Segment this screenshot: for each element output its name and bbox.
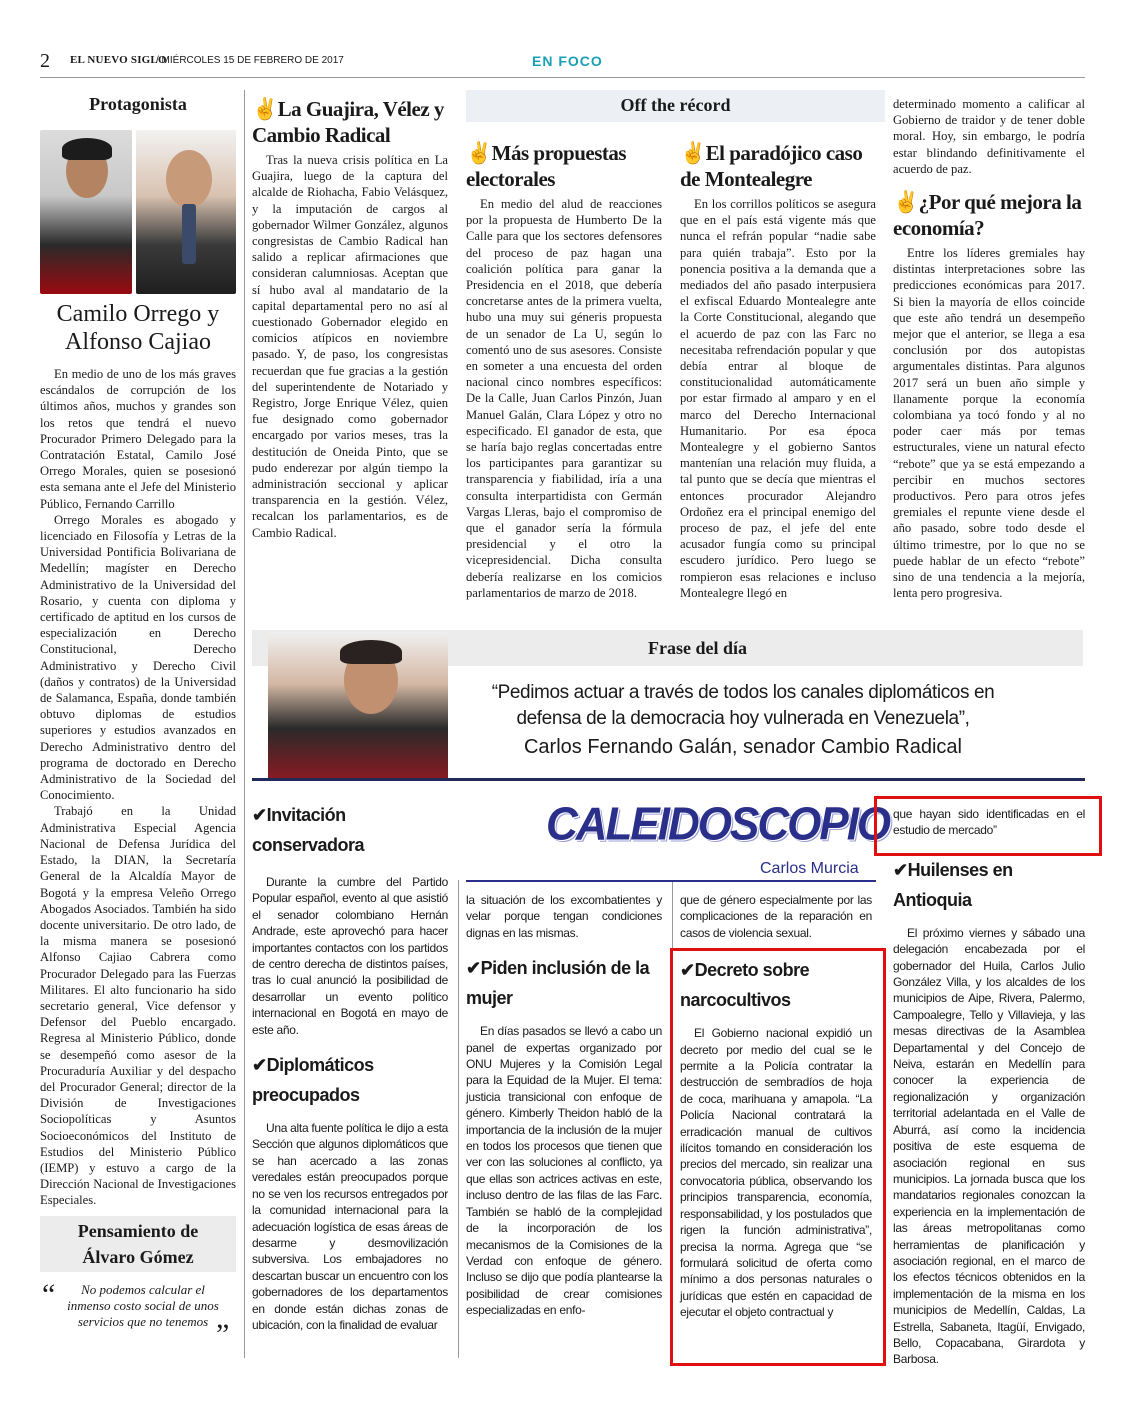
headline-text: Huilenses en Antioquia	[893, 859, 1013, 910]
protagonista-label: Protagonista	[89, 94, 187, 114]
check-mark-icon: ✔	[893, 859, 908, 880]
article-paragraph: Entre los líderes gremiales hay distintas interpretaciones sobre las predicciones económicas para 2017. Si bien la mayoría de ellos coincide que este año tendrá un desempeño mejor que el anterior, se llega a esa conclusión por dos autopistas argumentales distintas. Para algunos 2017 será un buen año simple y llanamente porque la economía colombiana ya tocó fondo y al no poder caer más por temas estructurales, viene un natural efecto “rebote” que ya se está empezando a percibir en muchos sectores productivos. Pero para otros jefes gremiales el repunte viene desde el año pasado, sobre todo desde el último trimestre, por lo que no se puede hablar de un efecto “rebote” sino de una tendencia a la mejoría, lenta pero progresiva.	[893, 246, 1085, 601]
highlight-box-narcocultivos	[670, 948, 886, 1366]
caleidoscopio-rule	[466, 880, 876, 882]
highlight-box-narcocultivos-cont	[874, 796, 1102, 856]
headline-text: ¿Por qué mejora la economía?	[893, 190, 1082, 241]
check-mark-icon: ✔	[466, 958, 481, 979]
off-the-record-label: Off the récord	[466, 90, 885, 122]
headline-text: El paradójico caso de Montealegre	[680, 141, 863, 191]
page-number: 2	[40, 50, 50, 72]
article-headline	[680, 140, 876, 192]
photo-carlos-fernando-galan	[268, 632, 448, 780]
caleidoscopio-author: Carlos Murcia	[760, 860, 859, 877]
frase-del-dia-label: Frase del día	[252, 630, 1083, 666]
victory-hand-icon: ✌	[893, 190, 919, 215]
article-headline	[466, 140, 662, 192]
victory-hand-icon: ✌	[680, 141, 706, 165]
headline-text: Piden inclusión de la mujer	[466, 958, 650, 1009]
article-body	[252, 1120, 448, 1333]
article-body	[893, 925, 1085, 1368]
article-mas-propuestas	[466, 140, 662, 601]
article-invitacion	[252, 800, 448, 1333]
frase-author: Carlos Fernando Galán, senador Cambio Radical	[523, 736, 962, 758]
headline-text: Invitación conservadora	[252, 805, 365, 855]
article-body	[680, 196, 876, 601]
article-headline	[466, 953, 662, 1013]
column-divider	[244, 90, 245, 1358]
article-guajira	[252, 96, 448, 541]
pensamiento-label-line2: Álvaro Gómez	[82, 1247, 194, 1267]
article-headline	[893, 855, 1085, 915]
protagonista-paragraph: Orrego Morales es abogado y licenciado en Filosofía y Letras de la Universidad Pontificia Bolivariana de Medellín; magíster en Derecho Administrativo de la Universidad del Rosario, y cuenta con diploma y certificado de aptitud en los cursos de especialización en Derecho Constitucional, Derecho Administrativo y Derecho Civil (daños y contratos) de la Universidad de Salamanca, España, donde también obtuvo diplomas de estudios superiores y estudios avanzados en Derecho Administrativo dentro del programa de doctorado en Derecho Administrativo de la Sociedad del Conocimiento.	[40, 512, 236, 803]
photo-alfonso-cajiao	[136, 130, 236, 294]
article-body	[252, 874, 448, 1038]
frase-rule	[252, 778, 1085, 781]
close-quote-icon: ”	[216, 1318, 230, 1351]
article-paragraph: la situación de los excombatientes y velar porque tengan condiciones dignas en las mismas.	[466, 893, 662, 940]
paper-name: EL NUEVO SIGLO	[70, 54, 167, 66]
article-paragraph: En los corrillos políticos se asegura que en el país está vigente más que nunca el refrán popular “nadie sabe para quién trabaja”. Esto por la ponencia positiva a la demanda que a mediados del año pasado interpusiera el exfiscal Eduardo Montealegre ante la Corte Constitucional, alegando que el acuerdo de paz con las Farc no necesitaba refrendación popular y que debía entrar al bloque de constitucionalidad automáticamente por estar firmado al amparo y en el marco del Derecho Internacional Humanitario. Por esa época Montealegre y el gobierno Santos mantenían una relación muy fluida, a tal punto que se decía que mientras el entonces procurador Alejandro Ordoñez era el principal enemigo del proceso de paz, el jefe del ente acusador fungía como su principal escudero jurídico. Pero luego se rompieron esas relaciones e incluso Montealegre llegó en	[680, 197, 876, 600]
article-body	[466, 196, 662, 601]
protagonista-paragraph: Trabajó en la Unidad Administrativa Especial Agencia Nacional de Defensa Jurídica del Estado, la DIAN, la Secretaría General de la Alcaldía Mayor de Bogotá y la empresa Veleño Orrego Abogados Asociados. También ha sido docente universitario. De otro lado, de la misma manera se posesionó Alfonso Cajiao Cabrera como Procurador Delegado para las Fuerzas Militares. El alto funcionario ha sido secretario general, Vice defensor y Defensor del Pueblo encargado. Regresa al Ministerio Público, donde se desempeñó como asesor de la Procuraduría Auxiliar y del despacho del Procurador General; director de la División de Investigaciones Sociopolíticas y Asuntos Socioeconómicos del Instituto de Estudios del Ministerio Público (IEMP) y estuvo a cargo de la Dirección Nacional de Investigaciones Especiales.	[40, 804, 236, 1208]
article-mujer	[466, 892, 662, 1319]
protagonista-paragraph: En medio de uno de los más graves escándalos de corrupción de los últimos años, muchos y grandes son los retos que tendrá el nuevo Procurador Primero Delegado para la Contratación Estatal, Camilo José Orrego Morales, quien se posesionó esta semana ante el Jefe del Ministerio Público, Fernando Carrillo	[40, 367, 236, 511]
article-paragraph: determinado momento a calificar al Gobierno de traidor y de tener doble moral. Hoy, sin embargo, le podría estar blindando definitivamente el acuerdo de paz.	[893, 97, 1085, 176]
column-divider	[458, 880, 459, 1358]
article-body	[466, 892, 662, 941]
article-paragraph: que de género especialmente por las complicaciones de la reparación en casos de violencia sexual.	[680, 893, 872, 940]
article-paragraph: El Gobierno nacional expidió un decreto por medio del cual se le permite a la Policía contratar la destrucción de sembradíos de hoja de coca, marihuana y amapola. “La Policía Nacional contratará la erradicación manual de cultivos ilícitos tomando en consideración los precios del mercado, sin realizar una convocatoria pública, observando los principios transparencia, economía, responsabilidad, y los postulados que rigen la función administrativa”, precisa la norma. Agrega que “se formulará solicitud de oferta como mínimo a dos personas naturales o jurídicas que estén en capacidad de ejecutar el objeto contractual y	[680, 1026, 872, 1320]
article-montealegre-continued	[893, 96, 1085, 601]
name-line-2: Alfonso Cajiao	[65, 329, 211, 355]
article-paragraph: Una alta fuente política le dijo a esta Sección que algunos diplomáticos que se han acercado a las zonas veredales están preocupados porque no se ven los recursos entregados por la comunidad internacional para la adecuación logística de esas áreas de desarme y desmovilización subversiva. Los embajadores no descartan buscar un encuentro con los gobernadores de los departamentos en donde están dichas zonas de ubicación, con la finalidad de evaluar	[252, 1121, 448, 1332]
protagonista-body	[40, 366, 236, 1209]
protagonista-names	[40, 300, 236, 356]
pensamiento-label	[40, 1216, 236, 1272]
article-paragraph: Tras la nueva crisis política en La Guajira, luego de la captura del alcalde de Riohacha, Fabio Velásquez, y la imputación de cargos al gobernador Wilmer González, algunos congresistas de Cambio Radical han salido a replicar afirmaciones que consideran calumniosas. Aceptan que sí hubo aval al mandatario de la capital departamental pero no así al cuestionado Gobernador elegido en comicios atípicos en noviembre pasado. Y, de paso, los congresistas recuerdan que fue gracias a la gestión del superintendente de Notariado y Registro, Jorge Enrique Vélez, quien fue designado como gobernador encargado por varios meses, tras la destitución de Oneida Pinto, que se pudo enderezar por algún tiempo la administración seccional y aplicar transparencia en la gestión. Vélez, recalcan los parlamentarios, es de Cambio Radical.	[252, 153, 448, 540]
article-headline	[252, 1050, 448, 1110]
check-mark-icon: ✔	[680, 960, 695, 981]
victory-hand-icon: ✌	[252, 97, 278, 121]
article-paragraph: que hayan sido identificadas en el estudio de mercado”	[893, 807, 1085, 838]
article-montealegre	[680, 140, 876, 601]
article-body	[466, 1023, 662, 1318]
section-name: EN FOCO	[532, 53, 603, 69]
pensamiento-label-line1: Pensamiento de	[77, 1221, 199, 1241]
photo-camilo-orrego	[40, 130, 132, 294]
article-paragraph: En días pasados se llevó a cabo un panel de expertas organizado por ONU Mujeres y la Comisión Legal para la Equidad de la Mujer. El tema: justicia transicional con enfoque de género. Kimberly Theidon habló de la importancia de la inclusión de la mujer en todos los procesos que tienen que ver con las soluciones al conflicto, ya que ellas son actrices activas en este, incluso dentro de las filas de las Farc. También se habló de la complejidad de la incorporación de los mecanismos de la Comisiones de la Verdad con enfoque de género. Incluso se dijo que podía plantearse la posibilidad de crear comisiones especializadas en enfo-	[466, 1024, 662, 1318]
victory-hand-icon: ✌	[466, 141, 492, 165]
frase-quote: “Pedimos actuar a través de todos los canales diplomáticos en defensa de la democracia hoy vulnerada en Venezuela”,	[491, 682, 995, 729]
article-headline	[252, 800, 448, 860]
masthead	[40, 48, 1085, 78]
headline-text: La Guajira, Vélez y Cambio Radical	[252, 97, 444, 147]
article-body	[252, 152, 448, 541]
check-mark-icon: ✔	[252, 805, 267, 825]
paper-date: / MIÉRCOLES 15 DE FEBRERO DE 2017	[156, 55, 344, 66]
check-mark-icon: ✔	[252, 1055, 267, 1076]
headline-text: Decreto sobre narcocultivos	[680, 960, 810, 1011]
open-quote-icon: “	[42, 1278, 56, 1311]
article-paragraph: Durante la cumbre del Partido Popular español, evento al que asistió el senador colombiano Hernán Andrade, este aprovechó para hacer importantes contactos con los partidos de centro derecha de distintos países, tras lo cual anunció la posibilidad de desarrollar un evento político internacional en Bogotá en mayo de este año.	[252, 875, 448, 1037]
headline-text: Más propuestas electorales	[466, 141, 627, 191]
headline-text: Diplomáticos preocupados	[252, 1055, 374, 1106]
name-line-1: Camilo Orrego y	[56, 301, 220, 327]
article-headline	[252, 96, 448, 148]
article-body	[680, 892, 872, 941]
article-body	[893, 245, 1085, 601]
caleidoscopio-logo: CALEIDOSCOPIO	[546, 798, 890, 851]
article-paragraph: El próximo viernes y sábado una delegación encabezada por el gobernador del Huila, Carlos Julio González Villa, y los alcaldes de los municipios de Aipe, Rivera, Palermo, Campoalegre, Tello y Villavieja, y las mesas directivas de la Asamblea Departamental y del Concejo de Neiva, estarán en Medellín para conocer la experiencia de regionalización y organización territorial adelantada en el Valle de Aburrá, así como la incidencia positiva de este esquema de asociación regional en sus municipios. La jornada busca que los mandatarios regionales conozcan la experiencia en la implementación de las áreas metropolitanas como herramientas de planificación y asociación regional, en el marco de los efectos técnicos obtenidos en la implementación de la misma en los municipios de Medellín, Caldas, La Estrella, Sabaneta, Itagüí, Envigado, Bello, Copacabana, Girardota y Barbosa.	[893, 925, 1085, 1367]
pensamiento-quote: No podemos calcular el inmenso costo social de unos servicios que no tenemos	[67, 1282, 219, 1329]
article-huilenses	[893, 806, 1085, 1368]
article-paragraph: En medio del alud de reacciones por la propuesta de Humberto De la Calle para que los sectores defensores del proceso de paz hagan una coalición política para ganar la Presidencia en el 2018, que debería concretarse antes de la primera vuelta, hubo una muy sui géneris propuesta de un senador de La U, según lo comentó uno de sus asesores. Consiste en someter a una encuesta del orden nacional cinco nombres específicos: De la Calle, Juan Carlos Pinzón, Juan Manuel Galán, Clara López y otro no especificado. El ganador de esta, que se haría bajo reglas concertadas entre los participantes para garantizar su transparencia y fiabilidad, iría a una consulta interpartidista con Germán Vargas Lleras, bajo el compromiso de que el ganador sería la fórmula presidencial y el otro la vicepresidencial. Dicha consulta debería realizarse en los comicios parlamentarios de marzo de 2018.	[466, 197, 662, 600]
article-headline	[893, 189, 1085, 241]
article-body	[893, 96, 1085, 177]
